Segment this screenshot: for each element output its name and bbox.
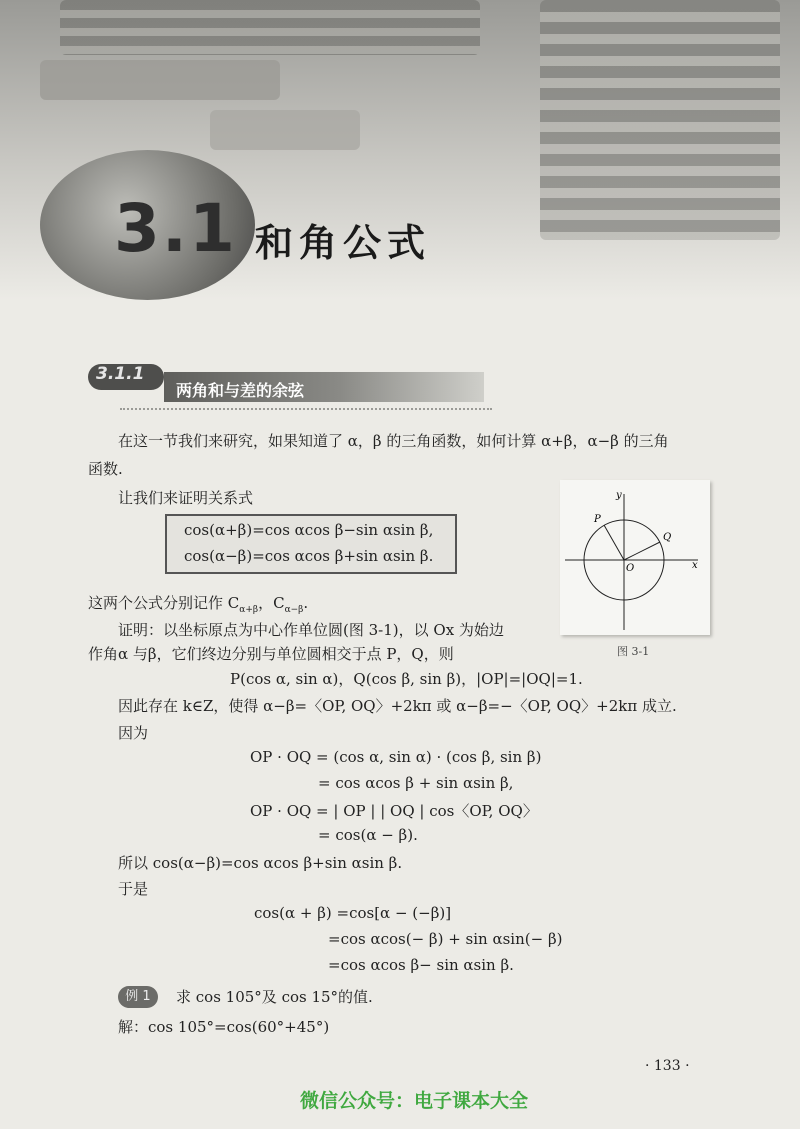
formula-cos-diff: cos(α−β)=cos αcos β+sin αsin β. — [184, 547, 434, 565]
sum-derivation-line2: =cos αcos(− β) + sin αsin(− β) — [328, 930, 563, 948]
notation-text: 这两个公式分别记作 C — [88, 594, 240, 612]
notation-sep: ，C — [258, 594, 285, 612]
notation-sub-diff: α−β — [284, 605, 304, 615]
banner-fin — [210, 110, 360, 150]
figure-caption: 图 3-1 — [617, 645, 650, 658]
ray-oq — [624, 542, 660, 560]
point-q-label: Q — [663, 532, 672, 543]
derivation-line4: = cos(α − β). — [318, 826, 418, 844]
example-question: 求 cos 105°及 cos 15°的值. — [176, 988, 373, 1006]
paragraph-thus: 于是 — [118, 880, 149, 898]
sum-derivation-line3: =cos αcos β− sin αsin β. — [328, 956, 514, 974]
point-p-label: P — [594, 514, 601, 525]
paragraph-proof-line1: 证明：以坐标原点为中心作单位圆(图 3-1)，以 Ox 为始边 — [118, 621, 504, 639]
notation-sub-sum: α+β — [239, 605, 259, 615]
ray-op — [604, 525, 624, 560]
paragraph-exists-k: 因此存在 k∈Z，使得 α−β=〈OP, OQ〉+2kπ 或 α−β=−〈OP, OQ〉+2kπ 成立. — [118, 697, 677, 715]
notation-end: . — [303, 594, 309, 612]
example-badge: 例 1 — [118, 986, 158, 1008]
paragraph-intro-line2: 函数. — [88, 460, 123, 478]
watermark-footer: 微信公众号：电子课本大全 — [300, 1090, 529, 1112]
paragraph-proof-line2: 作角α 与β，它们终边分别与单位圆相交于点 P，Q，则 — [88, 645, 454, 663]
page-number: · 133 · — [645, 1058, 690, 1074]
dotted-divider — [120, 408, 492, 410]
derivation-line1: OP · OQ = (cos α, sin α) · (cos β, sin β) — [250, 748, 542, 766]
formula-cos-sum: cos(α+β)=cos αcos β−sin αsin β, — [184, 521, 434, 539]
unit-circle-diagram — [560, 480, 710, 635]
paragraph-because: 因为 — [118, 724, 149, 742]
banner-fin — [60, 0, 480, 55]
subsection-title: 两角和与差的余弦 — [176, 381, 305, 400]
paragraph-therefore: 所以 cos(α−β)=cos αcos β+sin αsin β. — [118, 854, 403, 872]
derivation-line2: = cos αcos β + sin αsin β, — [318, 774, 514, 792]
banner-fin — [540, 0, 780, 240]
paragraph-intro-line1: 在这一节我们来研究，如果知道了 α，β 的三角函数，如何计算 α+β，α−β 的三角 — [118, 432, 669, 450]
section-title: 和角公式 — [255, 221, 432, 265]
subsection-number: 3.1.1 — [96, 364, 145, 384]
derivation-line3: OP · OQ = | OP | | OQ | cos〈OP, OQ〉 — [250, 802, 538, 820]
axis-label-x: x — [692, 560, 698, 571]
axis-label-y: y — [616, 490, 622, 501]
banner-fin — [40, 60, 280, 100]
origin-label: O — [626, 563, 635, 574]
section-number: 3.1 — [114, 190, 237, 267]
figure-unit-circle — [560, 480, 710, 635]
paragraph-prove: 让我们来证明关系式 — [118, 489, 254, 507]
solution-start: 解：cos 105°=cos(60°+45°) — [118, 1018, 330, 1036]
equation-points: P(cos α, sin α)，Q(cos β, sin β)，|OP|=|OQ|=1. — [230, 670, 583, 688]
sum-derivation-line1: cos(α + β) =cos[α − (−β)] — [254, 904, 452, 922]
paragraph-notation — [88, 592, 308, 615]
